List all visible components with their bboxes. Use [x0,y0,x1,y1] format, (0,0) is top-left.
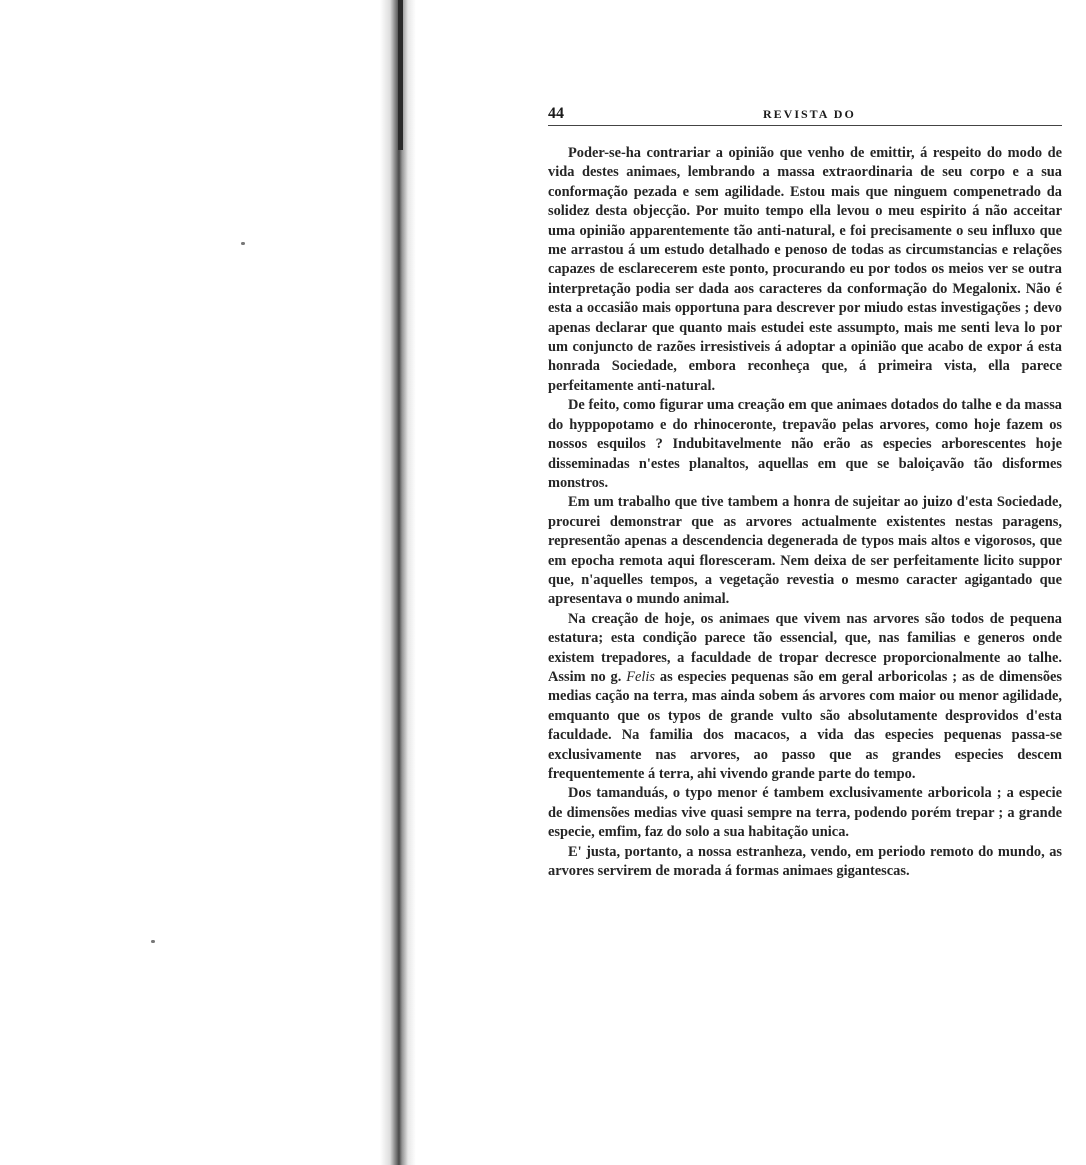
paragraph-6: E' justa, portanto, a nossa estranheza, vendo, em periodo remoto do mundo, as arvores servirem de morada á formas animaes gigantescas. [548,843,1062,880]
binding-edge [398,0,403,150]
paragraph-4-text-end: as especies pequenas são em geral arboricolas ; as de dimensões medias cação na terra, mas ainda sobem ás arvores com maior ou menor agilidade, emquanto que os typos de grande vulto são absolutamente desprovidos d'esta faculdade. Na familia dos macacos, a vida das especies pequenas passa-se exclusivamente nas arvores, ao passo que as grandes especies descem frequentemente á terra, ahi vivendo grande parte do tempo. [548,668,1062,782]
scan-speck [151,940,155,943]
paragraph-4-text-start: Na creação de hoje, os animaes que vivem nas arvores são todos de pequena estatura; esta condição parece tão essencial, que, nas familias e generos onde existem trepadores, a faculdade de tropar decresce proporcionalmente ao talhe. Assim no g. [548,610,1062,685]
running-head: REVISTA DO [763,107,856,121]
genus-name: Felis [626,668,655,685]
page-header [548,105,1062,126]
paragraph-1: Poder-se-ha contrariar a opinião que venho de emittir, á respeito do modo de vida destes animaes, lembrando a massa extraordinaria de seu corpo e a sua conformação pezada e sem agilidade. Estou mais que ninguem compenetrado da solidez desta objecção. Por muito tempo ella levou o meu espirito á não acceitar uma opinião apparentemente tão anti-natural, e foi precisamente o seu influxo que me arrastou á um estudo detalhado e penoso de todas as circumstancias e relações capazes de esclarecerem este ponto, procurando eu por todos os meios ver se outra interpretação podia ser dada aos caracteres da conformação do Megalonix. Não é esta a occasião mais opportuna para descrever por miudo estas investigações ; devo apenas declarar que quanto mais estudei este assumpto, mais me senti leva lo por um conjuncto de razões irresistiveis á adoptar a opinião que acabo de expor á esta honrada Sociedade, embora reconheça que, á primeira vista, ella parece perfeitamente anti-natural. [548,145,1062,394]
book-gutter-shadow [380,0,416,1165]
page-body [548,144,1062,881]
book-page [548,105,1062,881]
paragraph-3: Em um trabalho que tive tambem a honra de sujeitar ao juizo d'esta Sociedade, procurei demonstrar que as arvores actualmente existentes nestas paragens, representão apenas a descendencia degenerada de typos mais altos e vigorosos, que em epocha remota aqui floresceram. Nem deixa de ser perfeitamente licito suppor que, n'aquelles tempos, a vegetação revestia o mesmo caracter agigantado que apresentava o mundo animal. [548,494,1062,608]
paragraph-5: Dos tamanduás, o typo menor é tambem exclusivamente arboricola ; a especie de dimensões medias vive quasi sempre na terra, podendo porém trepar ; a grande especie, emfim, faz do solo a sua habitação unica. [548,785,1062,841]
paragraph-4 [548,610,1062,785]
scan-speck [241,242,245,245]
paragraph-2: De feito, como figurar uma creação em que animaes dotados do talhe e da massa do hyppopotamo e do rhinoceronte, trepavão pelas arvores, como hoje fazem os nossos esquilos ? Indubitavelmente não erão as especies arborescentes hoje disseminadas n'estes planaltos, aquellas em que se baloiçavão tão disformes monstros. [548,397,1062,491]
page-number: 44 [548,105,564,122]
